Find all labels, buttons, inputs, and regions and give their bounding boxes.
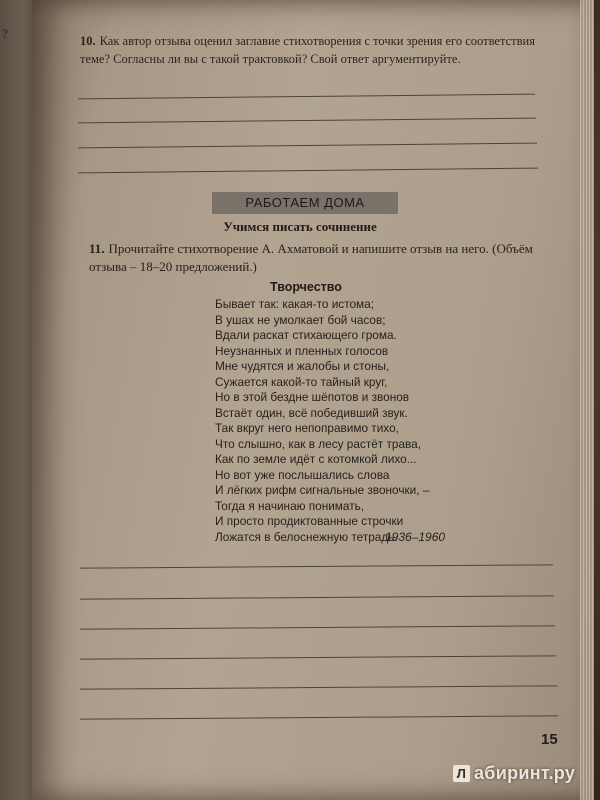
poem-line: Но в этой бездне шёпотов и звонов [215, 390, 410, 404]
left-page-edge-text: ? [2, 26, 8, 41]
poem-line: В ушах не умолкает бой часов; [215, 312, 386, 327]
poem-line: Встаёт один, всё победивший звук. [215, 405, 408, 420]
poem-line: Неузнанных и пленных голосов [215, 343, 389, 358]
poem-body [215, 297, 515, 545]
question-10-text: Как автор отзыва оценил заглавие стихотворения с точки зрения его соответствия теме? Согласны ли вы с такой трактовкой? Свой ответ аргументируйте. [80, 34, 535, 66]
watermark [453, 763, 575, 784]
poem-line: Так вкруг него непоправимо тихо, [215, 421, 399, 435]
poem-line: Тогда я начинаю понимать, [215, 498, 365, 513]
question-11-number: 11. [89, 241, 105, 256]
poem-line: Вдали раскат стихающего грома. [215, 328, 397, 342]
question-11-text: Прочитайте стихотворение А. Ахматовой и напишите отзыв на него. (Объём отзыва – 18–20 предложений.) [89, 241, 533, 274]
poem-line: Но вот уже послышались слова [215, 467, 390, 482]
poem-title: Творчество [270, 280, 342, 294]
poem-line: Мне чудятся и жалобы и стоны, [215, 359, 390, 373]
question-10-number: 10. [80, 34, 96, 48]
poem-line: Бывает так: какая-то истома; [215, 297, 374, 311]
watermark-text: абиринт.ру [474, 763, 576, 783]
question-11 [89, 240, 549, 276]
poem-line: И просто продиктованные строчки [215, 514, 404, 528]
labirint-logo-icon: Л [453, 765, 470, 782]
poem-date: 1936–1960 [385, 530, 446, 544]
section-title-bar: РАБОТАЕМ ДОМА [212, 192, 398, 214]
poem-line: Как по земле идёт с котомкой лихо... [215, 452, 417, 466]
page-number: 15 [541, 731, 558, 748]
poem-line: И лёгких рифм сигнальные звоночки, – [215, 483, 430, 497]
section-subtitle: Учимся писать сочинение [223, 219, 377, 234]
poem-line: Что слышно, как в лесу растёт трава, [215, 436, 421, 451]
poem-line: Ложатся в белоснежную тетрадь. [215, 529, 398, 544]
poem-line: Сужается какой-то тайный круг, [215, 374, 388, 389]
question-10 [80, 32, 550, 68]
page-stack-edge [580, 0, 594, 800]
